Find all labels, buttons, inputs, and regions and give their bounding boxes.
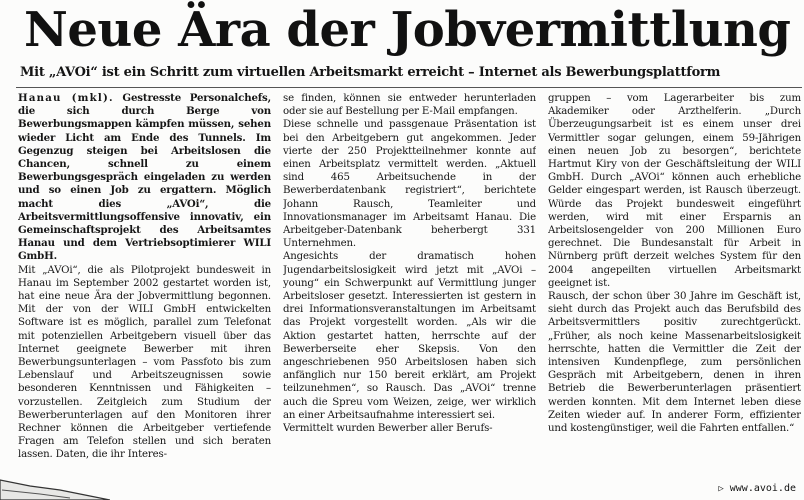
column-2 [283,92,536,496]
subheadline: Mit „AVOi“ ist ein Schritt zum virtuellen Arbeitsmarkt erreicht – Internet als Bewerbungsplattform [20,65,721,80]
play-arrow-icon: ▷ [718,483,724,494]
article-columns [18,92,801,496]
column-1 [18,92,271,496]
lead-paragraph [18,92,271,264]
divider-rule [16,87,802,88]
headline: Neue Ära der Jobvermittlung [24,2,791,58]
footer-link[interactable] [714,483,796,494]
torn-corner-decoration [0,460,110,500]
body-paragraph: Angesichts der dramatisch hohen Jugendarbeitslosigkeit wird jetzt mit „AVOi – young“ ein Schwerpunkt auf Vermittlung junger Arbeitsloser gesetzt. Interessierten ist gestern in drei Informationsveranstaltungen im Arbeitsamt das Projekt vorgestellt worden. „Als wir die Aktion gestartet hatten, herrschte auf der Bewerberseite eher Skepsis. Von den angeschriebenen 950 Arbeitslosen haben sich anfänglich nur 150 bereit erklärt, am Projekt teilzunehmen“, so Rausch. Das „AVOi“ trenne auch die Spreu vom Weizen, zeige, wer wirklich an einer Arbeitsaufnahme interessiert sei. [283,251,536,421]
body-paragraph: Mit „AVOi“, die als Pilotprojekt bundesweit in Hanau im September 2002 gestartet worden ist, hat eine neue Ära der Jobvermittlung begonnen. Mit der von der WILI GmbH entwickelten Software ist es möglich, parallel zum Telefonat mit potenziellen Arbeitgebern visuell über das Internet geeignete Bewerber mit ihren Bewerbungsunterlagen – vom Passfoto bis zum Lebenslauf und Arbeitszeugnissen sowie besonderen Kenntnissen und Fähigkeiten – vorzustellen. Zeitgleich zum Studium der Bewerberunterlagen auf den Monitoren ihrer Rechner können die Arbeitgeber vertiefende Fragen am Telefon stellen und sich beraten lassen. Daten, die ihr Interes- [18,264,271,461]
body-paragraph: se finden, können sie entweder herunterladen oder sie auf Bestellung per E-Mail empfangen. [283,93,536,118]
body-paragraph: Vermittelt wurden Bewerber aller Berufs- [283,423,493,435]
body-paragraph: Rausch, der schon über 30 Jahre im Geschäft ist, sieht durch das Projekt auch das Berufsbild des Arbeitsvermittlers positiv zurechtgerückt. „Früher, als noch keine Massenarbeitslosigkeit herrschte, hatten die Vermittler die Zeit der intensiven Kundenpflege, zum persönlichen Gespräch mit Arbeitgebern, denen in ihren Betrieb die Bewerberunterlagen präsentiert werden konnten. Mit dem Internet leben diese Zeiten wieder auf. In anderer Form, effizienter und kostengünstiger, weil die Fahrten entfallen.“ [548,291,801,435]
body-paragraph: Diese schnelle und passgenaue Präsentation ist bei den Arbeitgebern gut angekommen. Jeder vierte der 250 Projektteilnehmer konnte auf einen Arbeitsplatz vermittelt werden. „Aktuell sind 465 Arbeitsuchende in der Bewerberdatenbank registriert“, berichtete Johann Rausch, Teamleiter und Innovationsmanager im Arbeitsamt Hanau. Die Arbeitgeber-Datenbank beherbergt 331 Unternehmen. [283,119,536,250]
column-3 [548,92,801,496]
lead-text: Gestresste Personalchefs, die sich durch Berge von Bewerbungsmappen kämpfen müssen, sehen wieder Licht am Ende des Tunnels. Im Gegenzug steigen bei Arbeitslosen die Chancen, schnell zu einem Bewerbungsgespräch eingeladen zu werden und so einen Job zu ergattern. Möglich macht dies „AVOi“, die Arbeitsvermittlungsoffensive innovativ, ein Gemeinschaftsprojekt des Arbeitsamtes Hanau und dem Vertriebsoptimierer WILI GmbH. [18,92,271,263]
dateline: Hanau (mkl). [18,92,114,104]
body-paragraph: gruppen – vom Lagerarbeiter bis zum Akademiker oder Arzthelferin. „Durch Überzeugungsarbeit ist es einem unser drei Vermittler sogar gelungen, einem 59-Jährigen einen neuen Job zu besorgen“, berichtete Hartmut Kiry von der Geschäftsleitung der WILI GmbH. Durch „AVOi“ können auch erhebliche Gelder eingespart werden, ist Rausch überzeugt. Würde das Projekt bundesweit eingeführt werden, wird mit einer Ersparnis an Arbeitslosengelder von 200 Millionen Euro gerechnet. Die Bundesanstalt für Arbeit in Nürnberg prüft derzeit welches System für den 2004 angepeilten virtuellen Arbeitsmarkt geeignet ist. [548,93,801,289]
footer-url[interactable]: www.avoi.de [729,483,796,494]
